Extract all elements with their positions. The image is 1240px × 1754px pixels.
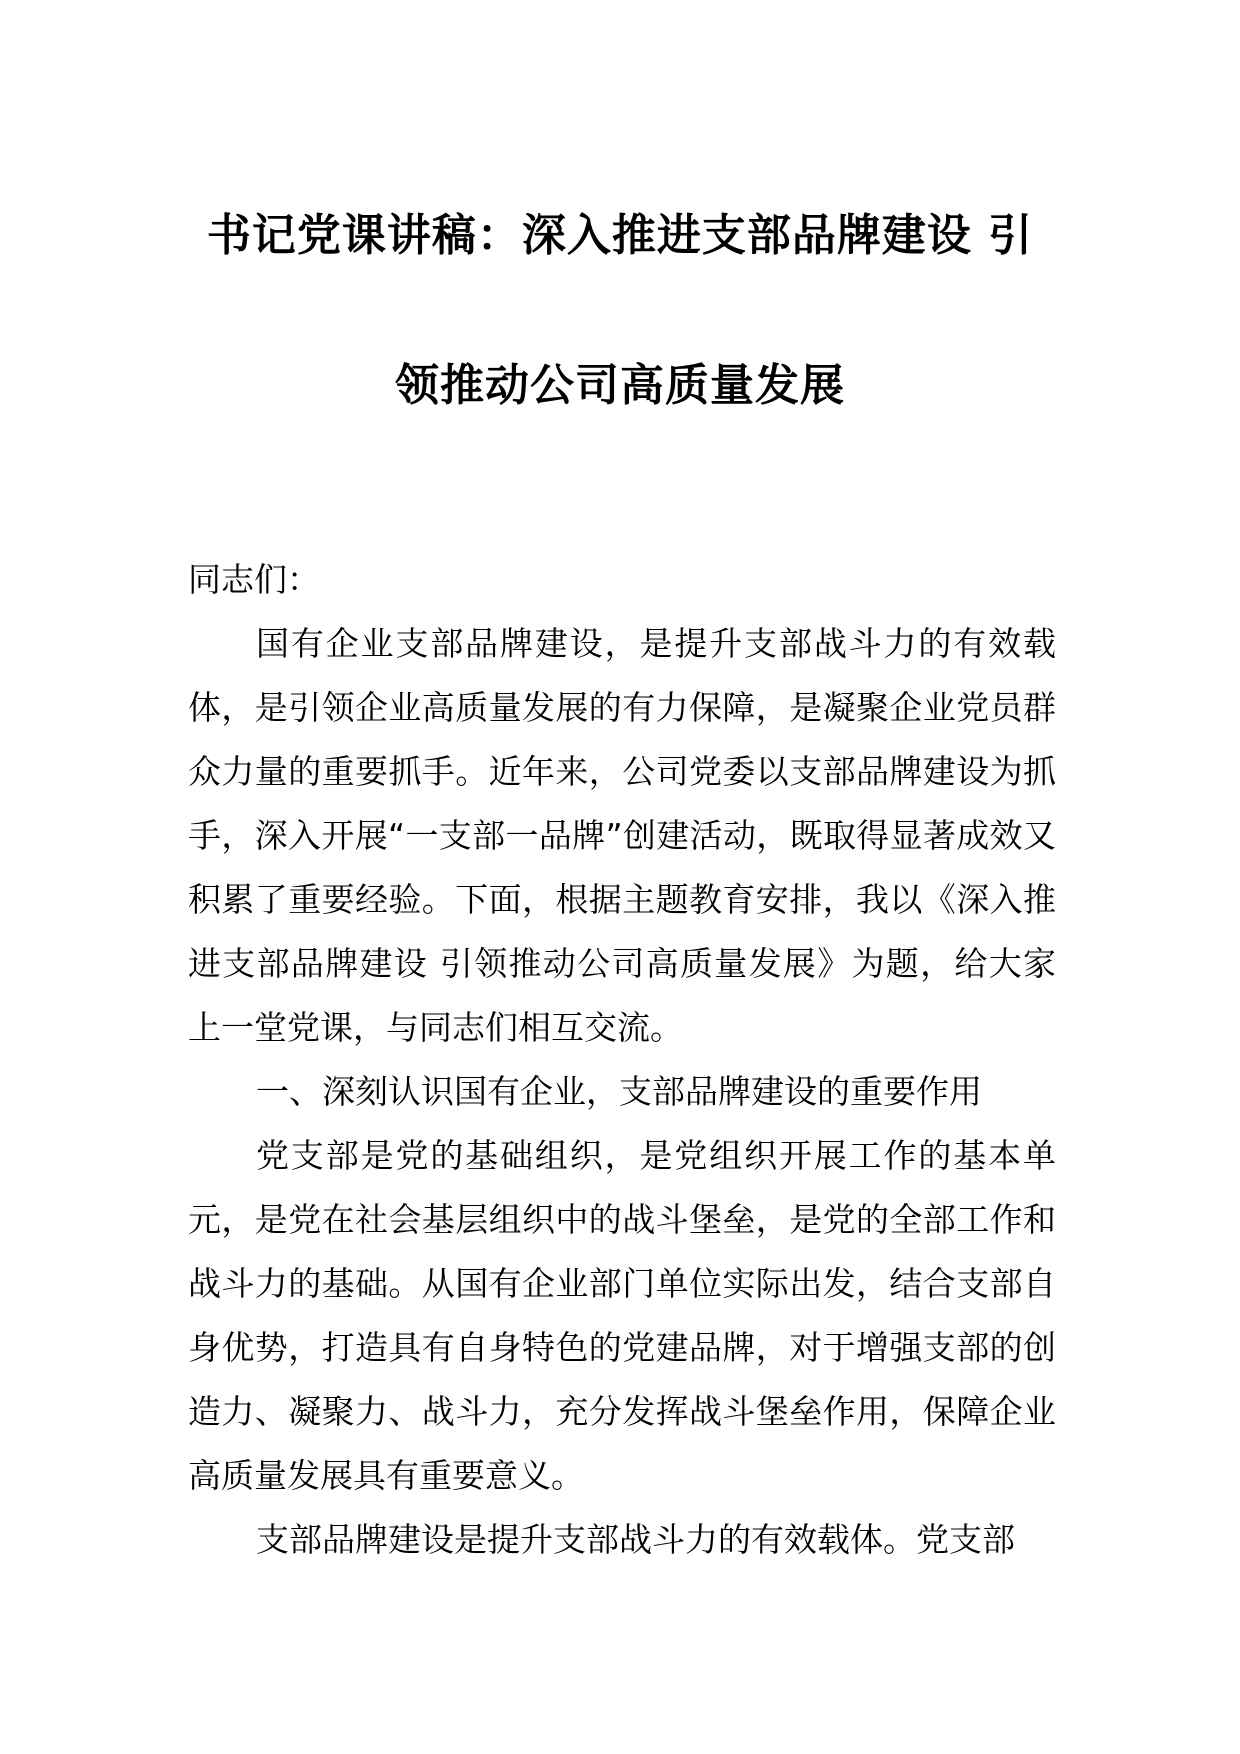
paragraph-intro: 国有企业支部品牌建设，是提升支部战斗力的有效载体，是引领企业高质量发展的有力保障，是凝聚企业党员群众力量的重要抓手。近年来，公司党委以支部品牌建设为抓手，深入开展“一支部一品牌”创建活动，既取得显著成效又积累了重要经验。下面，根据主题教育安排，我以《深入推进支部品牌建设 引领推动公司高质量发展》为题，给大家上一堂党课，与同志们相互交流。 <box>188 624 1056 1047</box>
paragraph-section-1-continued: 支部品牌建设是提升支部战斗力的有效载体。党支部 <box>256 1520 1015 1559</box>
section-heading-1: 一、深刻认识国有企业，支部品牌建设的重要作用 <box>256 1072 982 1111</box>
document-body <box>188 548 1056 1572</box>
document-title-line-1: 书记党课讲稿：深入推进支部品牌建设 引 <box>206 210 1034 261</box>
salutation: 同志们： <box>188 560 320 599</box>
paragraph-section-1: 党支部是党的基础组织，是党组织开展工作的基本单元，是党在社会基层组织中的战斗堡垒，是党的全部工作和战斗力的基础。从国有企业部门单位实际出发，结合支部自身优势，打造具有自身特色的党建品牌，对于增强支部的创造力、凝聚力、战斗力，充分发挥战斗堡垒作用，保障企业高质量发展具有重要意义。 <box>188 1136 1056 1495</box>
document-title-line-2: 领推动公司高质量发展 <box>395 360 845 411</box>
